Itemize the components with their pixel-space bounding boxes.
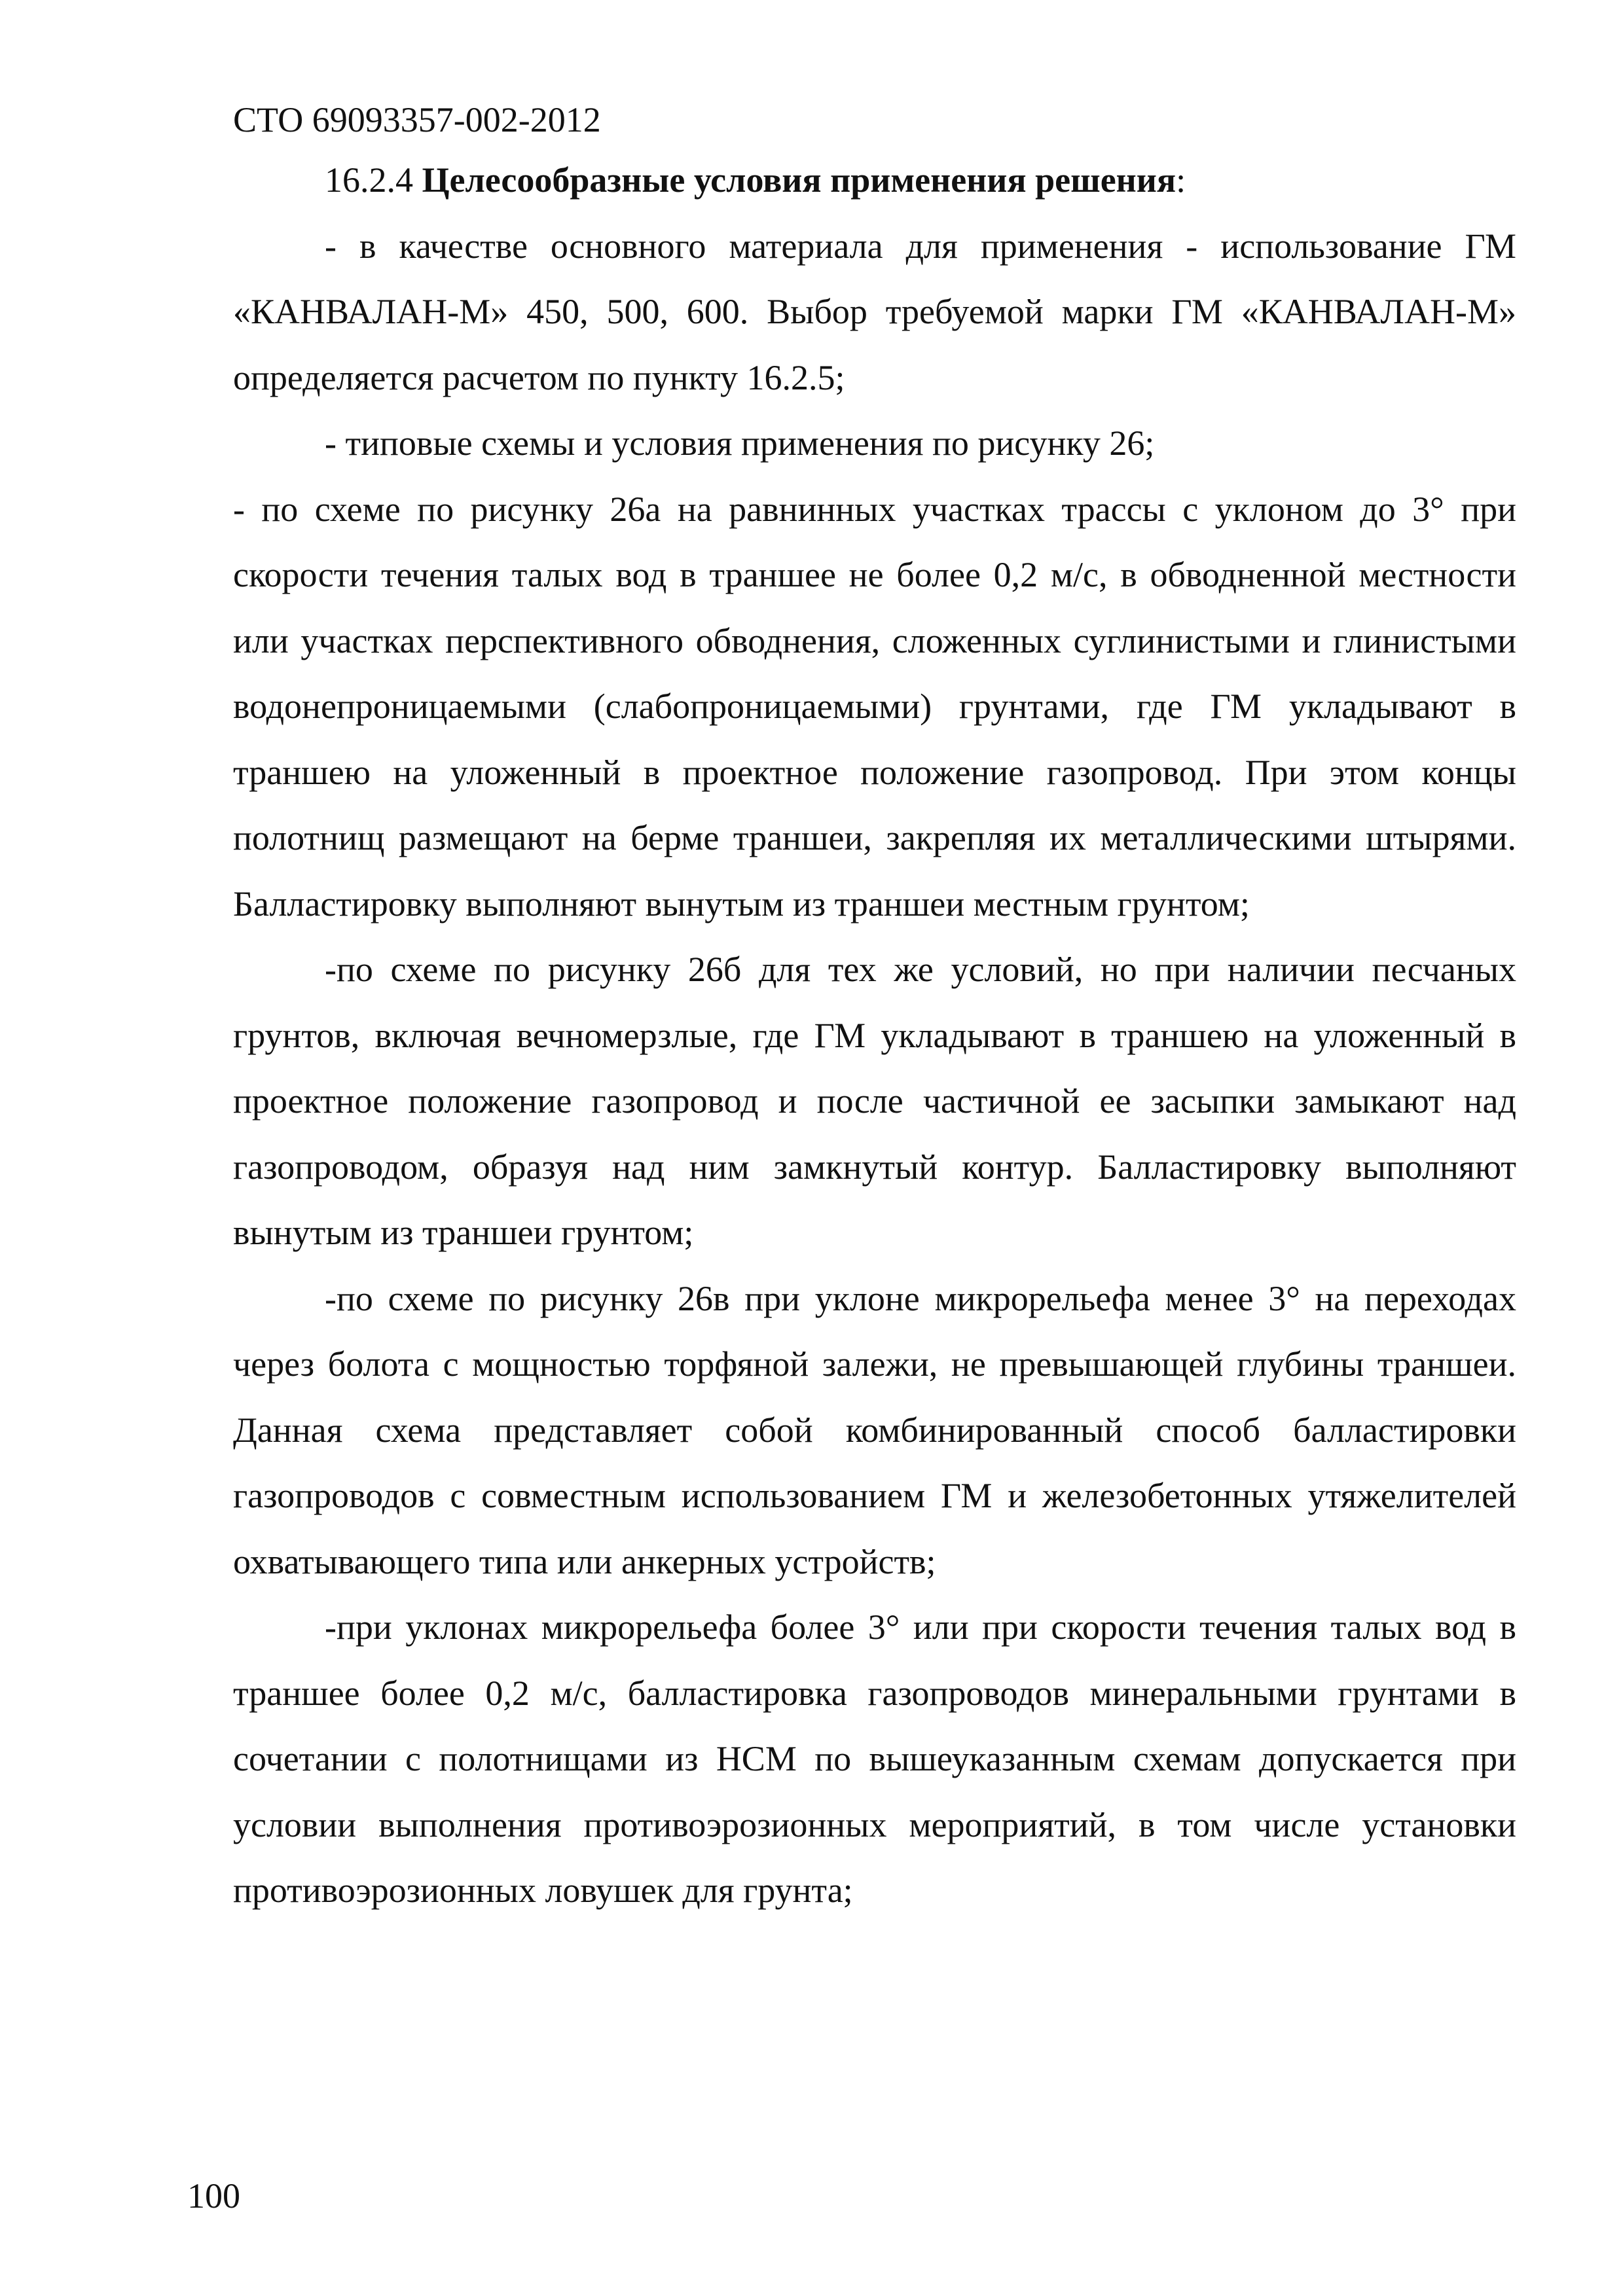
paragraph-scheme-26a: - по схеме по рисунку 26а на равнинных участках трассы с уклоном до 3° при скорости течения талых вод в траншее не более 0,2 м/с, в обводненной местности или участках перспективного обводнения, сложенных суглинистыми и глинистыми водонепроницаемыми (слабопроницаемыми) грунтами, где ГМ укладывают в траншею на уложенный в проектное положение газопровод. При этом концы полотнищ размещают на берме траншеи, закрепляя их металлическими штырями. Балластировку выполняют вынутым из траншеи местным грунтом; [233, 489, 1516, 924]
section-title-suffix: : [1176, 160, 1186, 200]
paragraph-scheme-26b: -по схеме по рисунку 26б для тех же условий, но при наличии песчаных грунтов, включая вечномерзлые, где ГМ укладывают в траншею на уложенный в проектное положение газопровод и после частичной ее засыпки замыкают над газопроводом, образуя над ним замкнутый контур. Балластировку выполняют вынутым из траншеи грунтом; [233, 950, 1516, 1252]
paragraph-scheme-26v: -по схеме по рисунку 26в при уклоне микрорельефа менее 3° на переходах через болота с мощностью торфяной залежи, не превышающей глубины траншеи. Данная схема представляет собой комбинированный способ балластировки газопроводов с совместным использованием ГМ и железобетонных утяжелителей охватывающего типа или анкерных устройств; [233, 1278, 1516, 1581]
document-code-header: СТО 69093357-002-2012 [233, 100, 601, 139]
paragraph-typical-schemes: - типовые схемы и условия применения по рисунку 26; [325, 423, 1155, 463]
page-number: 100 [187, 2176, 240, 2215]
paragraph-main-material: - в качестве основного материала для применения - использование ГМ «КАНВАЛАН-М» 450, 500, 600. Выбор требуемой марки ГМ «КАНВАЛАН-М» определяется расчетом по пункту 16.2.5; [233, 226, 1516, 397]
document-body [233, 147, 1516, 1924]
section-title: Целесообразные условия применения решения [422, 160, 1176, 200]
section-number: 16.2.4 [325, 160, 413, 200]
paragraph-steep-slopes: -при уклонах микрорельефа более 3° или при скорости течения талых вод в траншее более 0,2 м/с, балластировка газопроводов минеральными грунтами в сочетании с полотнищами из НСМ по вышеуказанным схемам допускается при условии выполнения противоэрозионных мероприятий, в том числе установки противоэрозионных ловушек для грунта; [233, 1607, 1516, 1910]
section-heading [233, 147, 1516, 213]
